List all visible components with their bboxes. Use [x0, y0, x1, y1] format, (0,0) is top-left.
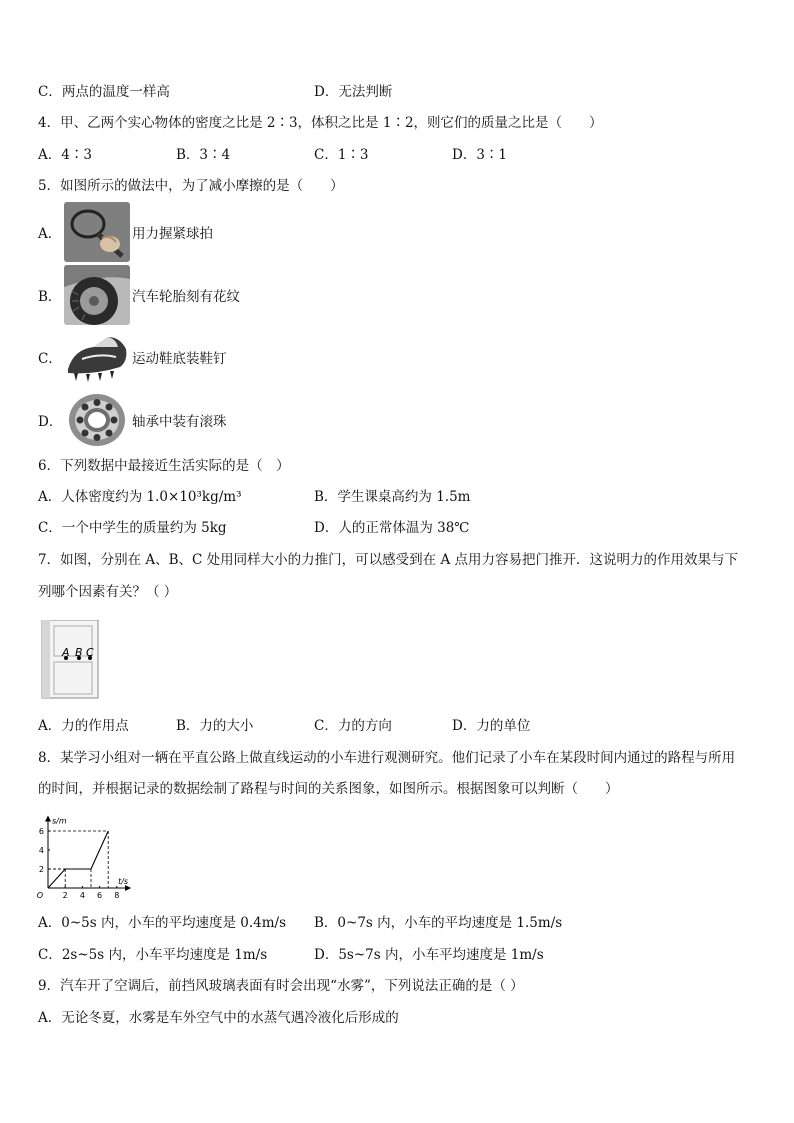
option-label: D． [38, 414, 63, 430]
q5-option-b [38, 263, 240, 327]
y-tick-label: 4 [38, 846, 44, 855]
q3-option-d: D．无法判断 [314, 84, 393, 100]
q8-option-a: A．0~5s 内，小车的平均速度是 0.4m/s [38, 915, 286, 931]
ball-bearing-image [64, 390, 130, 450]
y-tick-label: 6 [38, 827, 44, 836]
q5-stem: 5．如图所示的做法中，为了减小摩擦的是（ ） [38, 178, 344, 194]
option-caption: 汽车轮胎刻有花纹 [132, 289, 240, 305]
q6-option-d: D．人的正常体温为 38℃ [314, 520, 470, 536]
option-caption: 用力握紧球拍 [132, 226, 213, 242]
q7-stem-line2: 列哪个因素有关？（ ） [38, 584, 178, 600]
y-tick-label: 2 [38, 865, 44, 874]
q5-option-d [38, 388, 227, 452]
x-tick-label: 6 [97, 891, 103, 900]
q4-option-d: D．3∶1 [452, 147, 508, 163]
spiked-shoe-image [64, 327, 130, 387]
q4-stem: 4．甲、乙两个实心物体的密度之比是 2∶3，体积之比是 1∶2，则它们的质量之比是（ ） [38, 115, 603, 131]
option-label: A． [38, 226, 62, 242]
option-caption: 轴承中装有滚珠 [132, 414, 227, 430]
q8-stem-line2: 的时间，并根据记录的数据绘制了路程与时间的关系图象，如图所示。根据图象可以判断（ ） [38, 781, 619, 797]
x-tick-label: 8 [114, 891, 120, 900]
racket-grip-image [64, 202, 130, 262]
x-tick-label: 2 [62, 891, 68, 900]
origin-label: O [36, 891, 43, 900]
distance-time-chart [30, 810, 220, 905]
q4-option-a: A．4∶3 [38, 147, 92, 163]
label-a: A [62, 646, 70, 659]
q4-option-c: C．1∶3 [314, 147, 369, 163]
q5-option-c [38, 325, 227, 389]
q8-option-c: C．2s~5s 内，小车平均速度是 1m/s [38, 947, 268, 963]
q6-option-c: C．一个中学生的质量约为 5kg [38, 520, 227, 536]
q6-option-a: A．人体密度约为 1.0×10³kg/m³ [38, 489, 242, 505]
label-b: B [75, 646, 83, 659]
y-axis-label: s/m [52, 816, 67, 826]
tire-tread-image [64, 265, 130, 325]
q4-option-b: B．3∶4 [176, 147, 231, 163]
label-c: C [86, 646, 94, 659]
x-tick-label: 4 [79, 891, 85, 900]
q8-stem-line1: 8．某学习小组对一辆在平直公路上做直线运动的小车进行观测研究。他们记录了小车在某段时间内通过的路程与所用 [38, 750, 736, 766]
q5-option-a [38, 200, 213, 264]
q6-stem: 6．下列数据中最接近生活实际的是（ ） [38, 458, 290, 474]
q7-option-b: B．力的大小 [176, 718, 254, 734]
q7-stem-line1: 7．如图，分别在 A、B、C 处用同样大小的力推门，可以感受到在 A 点用力容易把门推开．这说明力的作用效果与下 [38, 552, 739, 568]
q9-option-a: A．无论冬夏，水雾是车外空气中的水蒸气遇冷液化后形成的 [38, 1010, 399, 1026]
option-label: C． [38, 351, 62, 367]
q6-option-b: B．学生课桌高约为 1.5m [314, 489, 471, 505]
option-caption: 运动鞋底装鞋钉 [132, 351, 227, 367]
q9-stem: 9．汽车开了空调后，前挡风玻璃表面有时会出现“水雾”，下列说法正确的是（ ） [38, 978, 524, 994]
x-axis-label: t/s [118, 877, 129, 886]
y-axis-arrow [45, 816, 51, 822]
q3-option-c: C．两点的温度一样高 [38, 84, 170, 100]
q7-option-c: C．力的方向 [314, 718, 392, 734]
option-label: B． [38, 289, 62, 305]
series-line [48, 831, 108, 888]
door-figure [40, 620, 100, 700]
q7-option-a: A．力的作用点 [38, 718, 129, 734]
q7-option-d: D．力的单位 [452, 718, 531, 734]
q8-option-b: B．0~7s 内，小车的平均速度是 1.5m/s [314, 915, 563, 931]
q8-option-d: D．5s~7s 内，小车平均速度是 1m/s [314, 947, 544, 963]
